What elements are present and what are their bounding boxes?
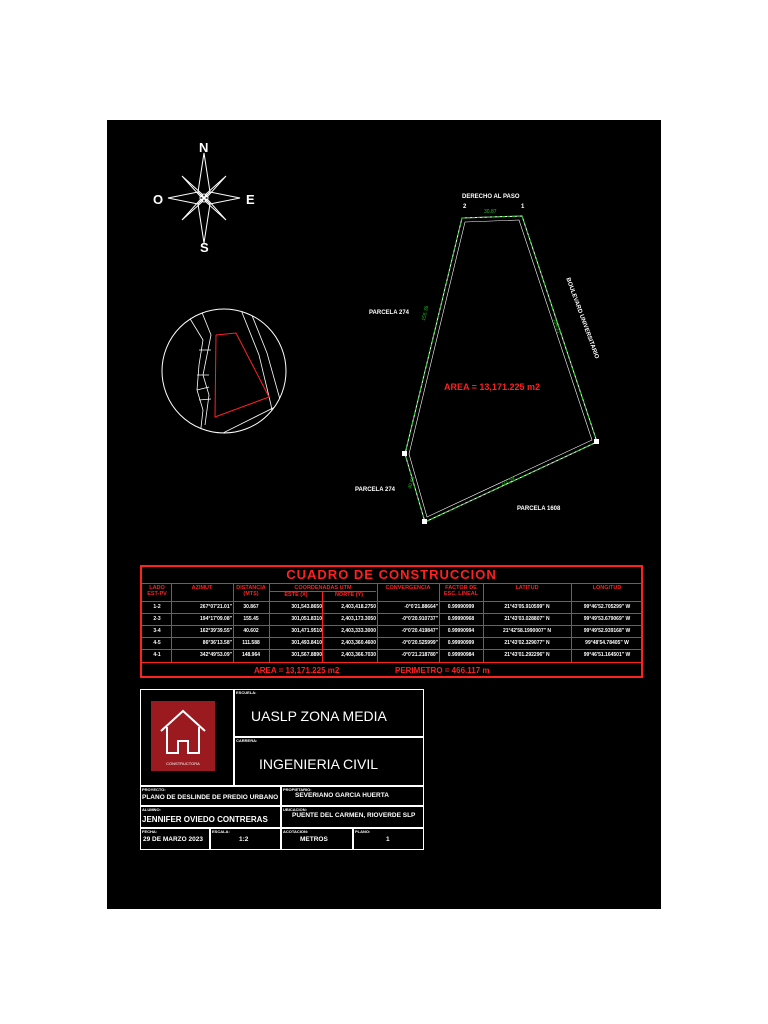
side-bottom-length: 111.59 [500, 475, 516, 488]
table-cell: 2,403,333.3000 [341, 628, 376, 634]
alumno-label: ALUMNO: [142, 807, 161, 812]
drawing-sheet [107, 120, 661, 909]
table-cell: 0.99990994 [447, 628, 475, 634]
ubicacion-value: PUENTE DEL CARMEN, RIOVERDE SLP [292, 812, 416, 819]
th-lado: LADO EST-PV [147, 585, 167, 597]
compass-north: N [199, 140, 209, 155]
table-cell: 2,403,366.7030 [341, 652, 376, 658]
table-cell: 194°17'09.08" [200, 616, 232, 622]
vertex-1-label: 1 [521, 204, 525, 210]
table-cell: 4-5 [153, 640, 161, 646]
escuela-name: UASLP ZONA MEDIA [251, 708, 387, 724]
proyecto-label: PROYECTO: [142, 787, 166, 792]
label-boulevard-universitario: BOULEVARD UNIVERSITARIO [564, 277, 600, 360]
area-label: AREA = 13,171.225 m2 [444, 382, 540, 392]
table-cell: 2-3 [153, 616, 161, 622]
th-azimut: AZIMUT [191, 585, 213, 591]
carrera-name: INGENIERIA CIVIL [259, 756, 379, 772]
table-cell: 21°43'02.329077" N [504, 640, 550, 646]
side-left-length: 155.35 [421, 305, 431, 322]
table-cell: 0.99990968 [447, 616, 475, 622]
table-cell: 4-1 [153, 652, 161, 658]
table-cell: 301,051.8310 [291, 616, 322, 622]
escala-value: 1:2 [239, 836, 249, 843]
parcel-plan [387, 200, 627, 560]
table-cell: 301,493.8410 [291, 640, 322, 646]
table-cell: 30.867 [243, 604, 259, 610]
table-cell: -0°0'21.218780" [401, 652, 438, 658]
table-cell: 0.99990999 [447, 604, 475, 610]
label-parcela-1608: PARCELA 1608 [517, 506, 561, 512]
table-cell: 2,403,360.4600 [341, 640, 376, 646]
table-cell: -0°0'20.419847" [401, 628, 438, 634]
table-cell: 155.45 [243, 616, 259, 622]
plano-value: 1 [386, 836, 390, 843]
table-cell: 0.99990999 [447, 640, 475, 646]
table-cell: 99°48'54.78405" W [585, 640, 629, 646]
table-cell: 148.964 [241, 652, 261, 658]
side-right-length: 154.21 [551, 318, 562, 335]
location-detail-circle [159, 295, 289, 455]
propietario-label: PROPIETARIO: [283, 787, 312, 792]
ubicacion-label: UBICACION: [283, 807, 307, 812]
acotacion-value: METROS [300, 836, 328, 843]
propietario-value: SEVERIANO GARCIA HUERTA [295, 792, 389, 799]
table-cell: 342°49'53.09" [200, 652, 232, 658]
table-cell: 3-4 [153, 628, 161, 634]
constructora-logo [151, 701, 215, 771]
escala-label: ESCALA: [212, 829, 230, 834]
table-cell: -0°0'20.525999" [401, 640, 438, 646]
compass-south: S [200, 240, 209, 255]
proyecto-value: PLANO DE DESLINDE DE PREDIO URBANO [142, 794, 279, 801]
table-cell: 267°07'21.01" [200, 604, 232, 610]
table-area-total: AREA = 13,171.225 m2 [254, 666, 340, 675]
table-perimetro: PERIMETRO = 466.117 m [395, 666, 490, 675]
fecha-value: 29 DE MARZO 2023 [143, 836, 203, 843]
table-cell: 21°42'58.1990007" N [502, 628, 552, 634]
table-cell: 99°46'52.705299" W [583, 604, 631, 610]
table-cell: 301,543.8650 [291, 604, 322, 610]
table-cell: -0°0'21.88664" [404, 604, 438, 610]
side-3-4-length: 40.60 [407, 476, 417, 490]
label-parcela-274-bottom: PARCELA 274 [355, 487, 396, 493]
table-cell: 301,471.9510 [291, 628, 322, 634]
compass-east: E [246, 192, 255, 207]
table-cell: 301,567.8890 [291, 652, 322, 658]
th-norte: NORTE (Y) [334, 592, 364, 598]
table-cell: 1-2 [153, 604, 161, 610]
table-cell: 21°43'05.910599" N [504, 604, 550, 610]
table-cell: 162°39'39.55" [200, 628, 232, 634]
th-distancia: DISTANCIA (MTS) [236, 585, 266, 597]
table-title: CUADRO DE CONSTRUCCION [142, 567, 641, 584]
table-cell: 99°46'51.164501" W [583, 652, 631, 658]
table-cell: 99°49'52.939168" W [583, 628, 631, 634]
vertex-2-label: 2 [463, 204, 467, 210]
alumno-value: JENNIFER OVIEDO CONTRERAS [142, 815, 268, 824]
table-cell: 2,403,173.3050 [341, 616, 376, 622]
th-factor: FACTOR DE ESC. LINEAL [443, 585, 479, 597]
table-cell: 21°43'01.292296" N [504, 652, 550, 658]
th-este: ESTE (X) [284, 592, 308, 598]
acotacion-label: ACOTACION: [283, 829, 309, 834]
th-latitud: LATITUD [515, 585, 539, 591]
th-convergencia: CONVERGENCIA [385, 585, 431, 591]
table-cell: 111.588 [242, 640, 260, 646]
fecha-label: FECHA: [142, 829, 158, 834]
logo-text: CONSTRUCTORA [166, 761, 200, 766]
table-cell: 86°36'13.58" [202, 640, 232, 646]
table-cell: 0.99990984 [447, 652, 475, 658]
escuela-label: ESCUELA: [236, 690, 257, 695]
th-longitud: LONGITUD [592, 585, 622, 591]
table-cell: 99°49'53.679069" W [583, 616, 631, 622]
construction-table [140, 565, 643, 678]
label-derecho-al-paso: DERECHO AL PASO [462, 194, 520, 200]
compass-west: O [153, 192, 164, 207]
side-1-2-length: 30.87 [484, 209, 497, 215]
table-cell: 40.602 [243, 628, 259, 634]
label-parcela-274-top: PARCELA 274 [369, 310, 410, 316]
th-coordenadas: COORDENADAS UTM [294, 585, 352, 591]
plano-label: PLANO: [355, 829, 371, 834]
table-cell: 2,403,418.2750 [341, 604, 376, 610]
table-cell: -0°0'20.910737" [401, 616, 438, 622]
carrera-label: CARRERA: [236, 738, 258, 743]
table-cell: 21°43'03.028807" N [504, 616, 550, 622]
